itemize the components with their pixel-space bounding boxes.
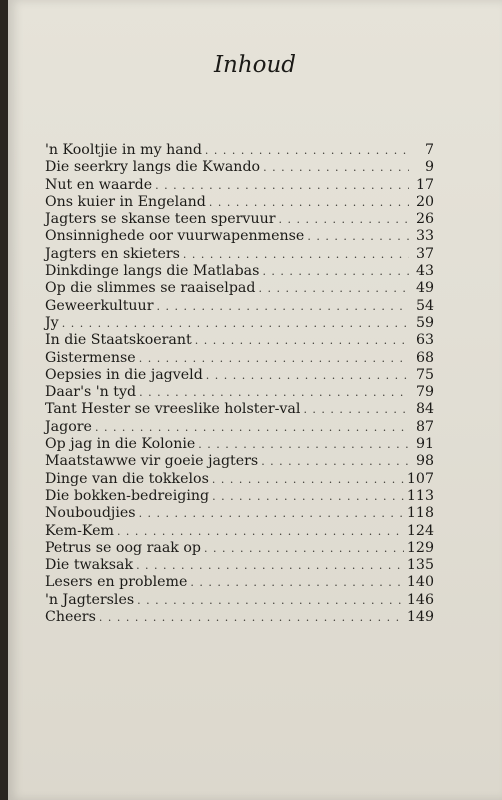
- toc-dot-leader: [262, 263, 409, 280]
- toc-dot-leader: [137, 592, 404, 609]
- toc-dot-leader: [206, 367, 409, 384]
- toc-entry: [45, 159, 434, 176]
- toc-entry-page-number: 49: [415, 280, 434, 297]
- toc-dot-leader: [139, 350, 409, 367]
- toc-entry-title: Dinge van die tokkelos: [45, 470, 209, 487]
- toc-entry: [45, 384, 434, 401]
- toc-entry: [45, 315, 434, 332]
- toc-entry: [45, 367, 434, 384]
- toc-entry-title: Maatstawwe vir goeie jagters: [45, 453, 259, 470]
- toc-dot-leader: [204, 540, 404, 557]
- toc-entry-title: Jagters se skanse teen spervuur: [45, 211, 276, 228]
- toc-entry: [45, 332, 434, 349]
- toc-dot-leader: [99, 609, 404, 626]
- toc-entry-page-number: 129: [406, 539, 434, 556]
- toc-entry-page-number: 113: [406, 487, 434, 504]
- toc-entry-page-number: 124: [406, 522, 434, 539]
- toc-entry-title: Jagters en skieters: [45, 245, 180, 262]
- toc-entry: [45, 523, 434, 540]
- toc-entry-title: 'n Kooltjie in my hand: [45, 142, 202, 158]
- toc-entry-page-number: 91: [415, 436, 434, 453]
- toc-entry: [45, 471, 434, 488]
- toc-entry: [45, 488, 434, 505]
- toc-dot-leader: [183, 246, 409, 263]
- toc-entry-page-number: 20: [415, 193, 434, 210]
- toc-entry: [45, 436, 434, 453]
- toc-entry-title: Oepsies in die jagveld: [45, 366, 203, 383]
- toc-entry-page-number: 59: [415, 314, 434, 331]
- toc-dot-leader: [258, 280, 409, 297]
- toc-dot-leader: [303, 401, 409, 418]
- toc-entry-page-number: 140: [406, 574, 434, 591]
- toc-entry-title: Op jag in die Kolonie: [45, 436, 196, 453]
- toc-dot-leader: [139, 505, 404, 522]
- toc-entry-page-number: 149: [406, 609, 434, 626]
- toc-entry: [45, 246, 434, 263]
- toc-entry-page-number: 7: [424, 142, 434, 158]
- toc-entry: [45, 453, 434, 470]
- toc-dot-leader: [195, 332, 409, 349]
- toc-dot-leader: [212, 471, 404, 488]
- toc-entry: [45, 505, 434, 522]
- toc-entry: [45, 177, 434, 194]
- toc-entry-title: Die bokken-bedreiging: [45, 487, 210, 504]
- toc-dot-leader: [139, 384, 409, 401]
- toc-entry-page-number: 63: [415, 332, 434, 349]
- toc-entry-title: Gistermense: [45, 349, 136, 366]
- toc-entry-page-number: 17: [415, 176, 434, 193]
- toc-entry-page-number: 79: [415, 384, 434, 401]
- toc-entry-title: Kem-Kem: [45, 522, 114, 539]
- toc-entry-page-number: 87: [415, 418, 434, 435]
- toc-dot-leader: [155, 177, 409, 194]
- toc-dot-leader: [62, 315, 409, 332]
- toc-entry-title: Jagore: [45, 418, 92, 435]
- toc-entry-title: Op die slimmes se raaiselpad: [45, 280, 256, 297]
- toc-dot-leader: [136, 557, 404, 574]
- toc-entry-title: Die twaksak: [45, 557, 134, 574]
- toc-entry-page-number: 135: [406, 557, 434, 574]
- toc-entry-title: Petrus se oog raak op: [45, 539, 202, 556]
- toc-dot-leader: [263, 159, 409, 176]
- toc-entry: [45, 574, 434, 591]
- toc-entry-title: Onsinnighede oor vuurwapenmense: [45, 228, 305, 245]
- toc-entry: [45, 592, 434, 609]
- toc-entry: [45, 419, 434, 436]
- toc-entry-title: Jy: [45, 314, 59, 331]
- toc-entry: [45, 401, 434, 418]
- toc-entry: [45, 194, 434, 211]
- book-page: [8, 0, 502, 800]
- toc-dot-leader: [279, 211, 410, 228]
- toc-entry-title: Nouboudjies: [45, 505, 136, 522]
- toc-dot-leader: [190, 574, 404, 591]
- toc-entry-page-number: 75: [415, 366, 434, 383]
- toc-entry: [45, 350, 434, 367]
- toc-dot-leader: [117, 523, 404, 540]
- toc-entry-page-number: 84: [415, 401, 434, 418]
- toc-entry-title: Nut en waarde: [45, 176, 153, 193]
- toc-entry: [45, 557, 434, 574]
- toc-entry-page-number: 118: [406, 505, 434, 522]
- toc-entry: [45, 263, 434, 280]
- toc-dot-leader: [209, 194, 409, 211]
- toc-entry: [45, 540, 434, 557]
- toc-dot-leader: [156, 298, 409, 315]
- toc-entry: [45, 228, 434, 245]
- toc-entry-page-number: 37: [415, 245, 434, 262]
- toc-dot-leader: [307, 228, 409, 245]
- toc-dot-leader: [212, 488, 404, 505]
- toc-entry-title: Cheers: [45, 609, 96, 626]
- toc-entry-title: Ons kuier in Engeland: [45, 193, 206, 210]
- toc-entry-title: 'n Jagtersles: [45, 591, 135, 608]
- toc-entry-page-number: 33: [415, 228, 434, 245]
- toc-entry-page-number: 146: [406, 591, 434, 608]
- toc-entry: [45, 609, 434, 626]
- toc-entry-title: Daar's 'n tyd: [45, 384, 137, 401]
- page-title: Inhoud: [213, 52, 297, 78]
- toc-entry: [45, 280, 434, 297]
- toc-entry-page-number: 68: [415, 349, 434, 366]
- toc-entry-title: Geweerkultuur: [45, 297, 154, 314]
- toc-entry-page-number: 107: [406, 470, 434, 487]
- toc-entry-page-number: 98: [415, 453, 434, 470]
- toc-entry-title: In die Staatskoerant: [45, 332, 192, 349]
- toc-dot-leader: [205, 142, 409, 159]
- toc-entry-title: Tant Hester se vreeslike holster-val: [45, 401, 301, 418]
- toc-entry-title: Die seerkry langs die Kwando: [45, 159, 261, 176]
- toc-entry-page-number: 9: [424, 159, 434, 176]
- toc-entry-page-number: 54: [415, 297, 434, 314]
- toc-dot-leader: [198, 436, 409, 453]
- toc-entry-page-number: 43: [415, 263, 434, 280]
- toc-entry: [45, 298, 434, 315]
- toc-dot-leader: [261, 453, 409, 470]
- toc-entry-page-number: 26: [415, 211, 434, 228]
- table-of-contents: [45, 142, 434, 626]
- toc-entry: [45, 142, 434, 159]
- toc-dot-leader: [95, 419, 409, 436]
- toc-entry-title: Lesers en probleme: [45, 574, 188, 591]
- toc-entry: [45, 211, 434, 228]
- toc-entry-title: Dinkdinge langs die Matlabas: [45, 263, 260, 280]
